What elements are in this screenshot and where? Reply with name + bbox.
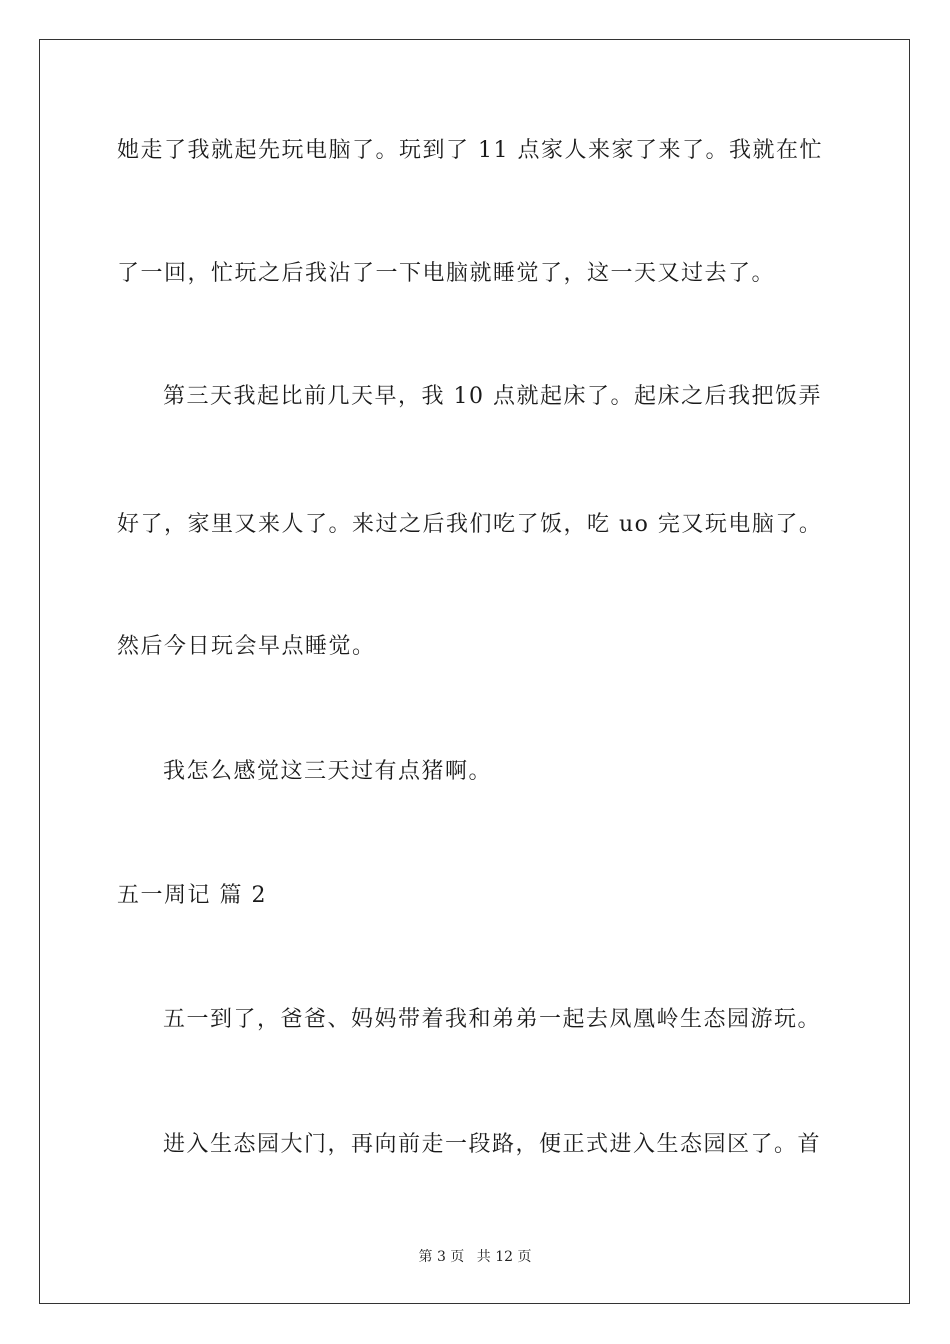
body-text-line: 她走了我就起先玩电脑了。玩到了 11 点家人来家了来了。我就在忙	[117, 138, 823, 163]
paragraph-start-line: 进入生态园大门，再向前走一段路，便正式进入生态园区了。首	[163, 1132, 822, 1157]
page-number: 第 3 页	[418, 1249, 465, 1265]
body-text-line: 然后今日玩会早点睡觉。	[117, 634, 376, 659]
paragraph-start-line: 第三天我起比前几天早，我 10 点就起床了。起床之后我把饭弄	[163, 384, 822, 409]
paragraph-start-line: 我怎么感觉这三天过有点猪啊。	[163, 759, 493, 784]
page-border	[39, 39, 910, 1304]
body-text-line: 了一回，忙玩之后我沾了一下电脑就睡觉了，这一天又过去了。	[117, 261, 776, 286]
body-text-line: 好了，家里又来人了。来过之后我们吃了饭，吃 uo 完又玩电脑了。	[117, 512, 823, 537]
page-total: 共 12 页	[476, 1249, 532, 1265]
page-footer	[0, 1248, 950, 1266]
section-heading: 五一周记 篇 2	[117, 883, 267, 908]
paragraph-start-line: 五一到了，爸爸、妈妈带着我和弟弟一起去凤凰岭生态园游玩。	[163, 1007, 822, 1032]
